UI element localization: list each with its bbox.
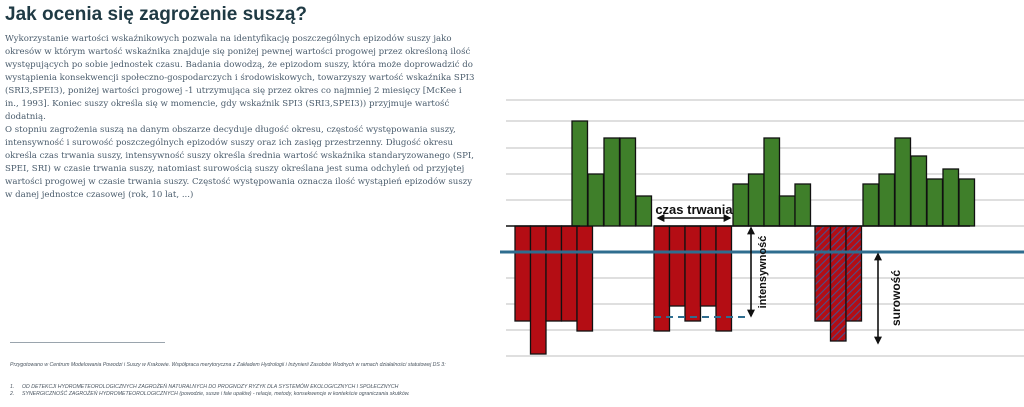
- negative-bar: [562, 226, 578, 321]
- positive-bar: [588, 174, 604, 226]
- positive-bar: [749, 174, 765, 226]
- negative-bar: [531, 226, 547, 354]
- positive-bar: [572, 121, 588, 226]
- page-title: Jak ocenia się zagrożenie suszą?: [5, 4, 308, 25]
- positive-bar: [604, 138, 620, 226]
- footer-item-number: 1.: [10, 384, 15, 390]
- positive-bar: [863, 184, 879, 226]
- footer-credit: Przygotowano w Centrum Modelowania Powodzi i Suszy w Krakowie. Współpraca merytoryczna z Zakładem Hydrologii i Inżynierii Zasobów Wodnych w ramach działalności statutowej DS 3:: [10, 362, 446, 368]
- hatched-negative-bar: [846, 226, 862, 321]
- negative-bar: [685, 226, 701, 321]
- footer-list-item: [10, 384, 470, 391]
- negative-bar: [577, 226, 593, 331]
- hatched-negative-bar: [815, 226, 831, 321]
- negative-bar: [701, 226, 717, 306]
- footer-item-text: OD DETEKCJI HYDROMETEOROLOGICZNYCH ZAGROŻEŃ NATURALNYCH DO PROGNOZY RYZYK DLA SYSTEMÓW EKOLOGICZNYCH I SPOŁECZNYCH: [22, 384, 399, 390]
- severity-label: surowość: [889, 269, 903, 327]
- duration-label: czas trwania: [655, 202, 733, 217]
- drought-episode-diagram: [500, 90, 1024, 370]
- hatched-negative-bar: [831, 226, 847, 341]
- positive-bar: [620, 138, 636, 226]
- positive-bar: [943, 169, 959, 226]
- footer-item-number: 2.: [10, 391, 15, 397]
- intro-paragraph: Wykorzystanie wartości wskaźnikowych pozwala na identyfikację poszczególnych epizodów suszy jako okresów w którym wartość wskaźnika znajduje się poniżej pewnej wartości progowej przez określoną ilość występujących po sobie jednostek czasu. Badania dowodzą, że epizodom suszy, która może doprowadzić do wystąpienia konsekwencji społeczno-gospodarczych i środowiskowych, towarzyszy wartość wskaźnika SPI3 (SRI3,SPEI3), poniżej wartości progowej -1 utrzymująca się przez okres co najmniej 2 miesięcy [McKee i in., 1993]. Koniec suszy określa się w momencie, gdy wskaźnik SPI3 (SRI3,SPEI3)) przyjmuje wartość dodatnią.: [5, 34, 475, 122]
- footer-list-item: [10, 391, 470, 398]
- bars-group: [515, 121, 975, 354]
- positive-bar: [879, 174, 895, 226]
- negative-bar: [546, 226, 562, 321]
- negative-bar: [716, 226, 732, 331]
- positive-bar: [959, 179, 975, 226]
- footer-divider: [10, 342, 165, 343]
- positive-bar: [780, 196, 796, 226]
- positive-bar: [733, 184, 749, 226]
- footer-item-text: SYNERGICZNOŚĆ ZAGROŻEŃ HYDROMETEOROLOGICZNYCH (powodzie, susze i fale upałów) - relacje, metody, konsekwencje w kontekście ograniczania skutków.: [22, 391, 410, 397]
- positive-bar: [895, 138, 911, 226]
- positive-bar: [795, 184, 811, 226]
- positive-bar: [911, 156, 927, 226]
- positive-bar: [636, 196, 652, 226]
- drought-assessment-paragraph: O stopniu zagrożenia suszą na danym obszarze decyduje długość okresu, częstość występowania suszy, intensywność i surowość poszczególnych epizodów suszy oraz ich zasięg przestrzenny. Długość okresu określa czas trwania suszy, intensywność suszy określa średnia wartość wskaźnika standaryzowanego (SPI, SPEI, SRI) w czasie trwania suszy, natomiast surowością suszy określana jest suma odchyleń od przyjętej wartości progowej w czasie trwania suszy. Częstość występowania oznacza ilość wystąpień epizodów suszy w danej jednostce czasowej (rok, 10 lat, ...): [5, 125, 474, 200]
- positive-bar: [764, 138, 780, 226]
- negative-bar: [515, 226, 531, 321]
- intensity-label: intensywność: [757, 235, 769, 309]
- positive-bar: [927, 179, 943, 226]
- negative-bar: [670, 226, 686, 306]
- footer-list: [10, 384, 470, 398]
- negative-bar: [654, 226, 670, 331]
